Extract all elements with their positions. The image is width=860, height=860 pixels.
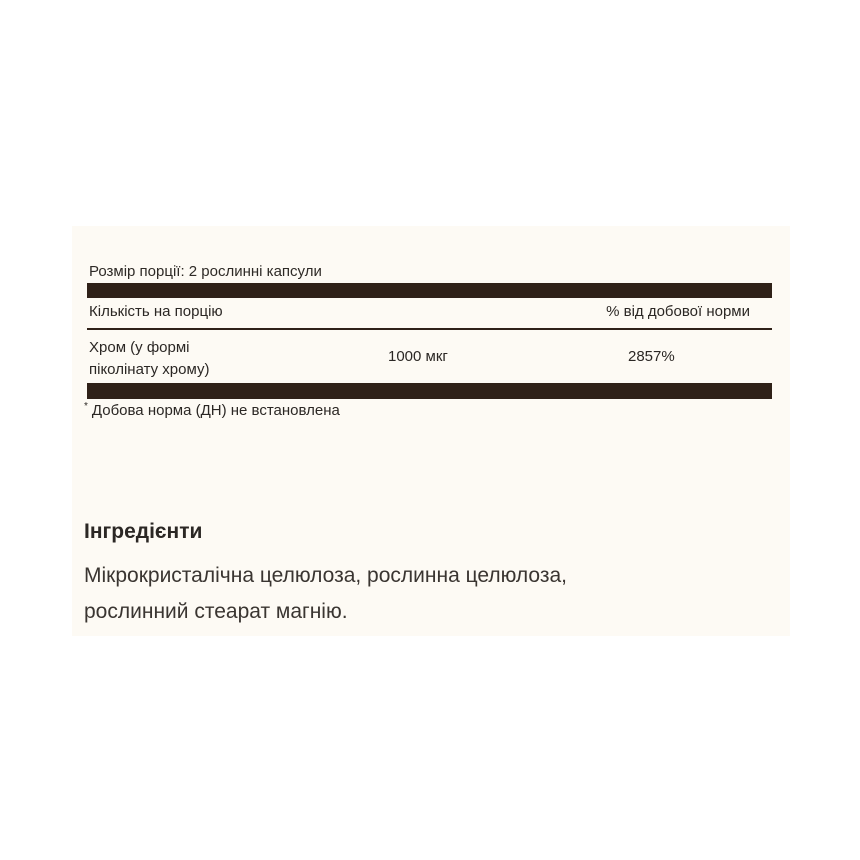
bottom-divider-bar — [87, 383, 772, 399]
serving-size: Розмір порції: 2 рослинні капсули — [89, 263, 322, 280]
nutrient-amount: 1000 мкг — [388, 348, 448, 365]
nutrient-daily-value: 2857% — [628, 348, 675, 365]
top-divider-bar — [87, 283, 772, 298]
ingredients-line1: Мікрокристалічна целюлоза, рослинна целюлоза, — [84, 564, 567, 587]
nutrient-name — [89, 337, 209, 381]
nutrient-name-line2: піколінату хрому) — [89, 361, 210, 378]
ingredients-line2: рослинний стеарат магнію. — [84, 600, 348, 623]
supplement-facts-panel — [72, 226, 790, 636]
nutrient-name-line1: Хром (у формі — [89, 339, 190, 356]
footnote — [84, 402, 340, 419]
ingredients-title: Інгредієнти — [84, 520, 203, 543]
daily-value-header: % від добової норми — [606, 303, 750, 320]
footnote-text: Добова норма (ДН) не встановлена — [91, 402, 340, 419]
amount-per-serving-header: Кількість на порцію — [89, 303, 223, 320]
header-divider-line — [87, 328, 772, 330]
footnote-asterisk: * — [84, 401, 88, 412]
ingredients-text — [84, 558, 774, 630]
